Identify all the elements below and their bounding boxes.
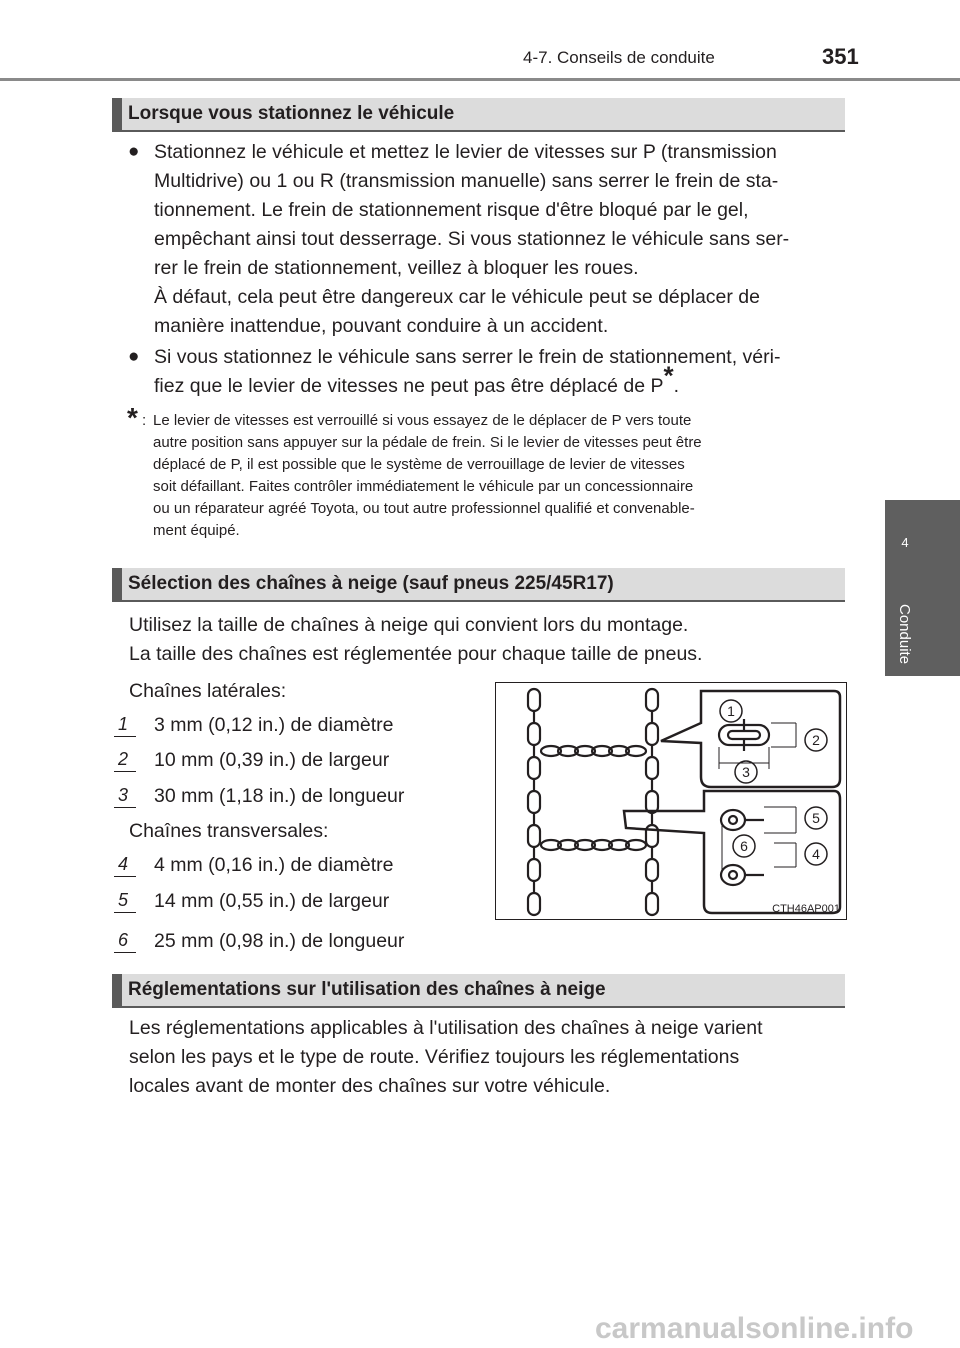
side-chain-left [528, 689, 540, 915]
side-chains-heading: Chaînes latérales: [129, 680, 287, 702]
section-heading-regulations [112, 974, 845, 1008]
item-number: 6 [118, 930, 128, 951]
regulations-paragraph [129, 1014, 839, 1101]
header-rule [0, 78, 960, 81]
snow-chains-intro [129, 611, 839, 669]
text-line-content: fiez que le levier de vitesses ne peut pas être déplacé de P [154, 375, 664, 397]
text-line: rer le frein de stationnement, veillez à bloquer les roues. [154, 257, 639, 279]
spec-item: 10 mm (0,39 in.) de largeur [154, 749, 390, 771]
sentence-end: . [673, 375, 680, 397]
callout-label: 2 [812, 732, 820, 748]
note-line: ment équipé. [153, 522, 240, 539]
note-asterisk: * [127, 402, 138, 433]
spec-item: 3 mm (0,12 in.) de diamètre [154, 714, 394, 736]
chapter-label-text: Conduite [896, 604, 913, 665]
text-line: tionnement. Le frein de stationnement risque d'être bloqué par le gel, [154, 199, 749, 221]
section-heading-parking [112, 98, 845, 132]
spec-item: 14 mm (0,55 in.) de largeur [154, 890, 390, 912]
text-line [154, 360, 838, 401]
footnote [153, 410, 839, 542]
item-number: 1 [118, 714, 128, 735]
text-line: Utilisez la taille de chaînes à neige qui convient lors du montage. [129, 614, 689, 636]
callout-label: 3 [742, 764, 750, 780]
text-line: manière inattendue, pouvant conduire à un accident. [154, 315, 609, 337]
text-line: Stationnez le véhicule et mettez le levier de vitesses sur P (transmission [154, 141, 777, 163]
spec-item: 25 mm (0,98 in.) de longueur [154, 930, 405, 952]
note-line: Le levier de vitesses est verrouillé si vous essayez de le déplacer de P vers toute [153, 412, 692, 429]
bullet-icon: ● [128, 141, 140, 162]
watermark: carmanualsonline.info [595, 1312, 914, 1345]
item-number: 3 [118, 785, 128, 806]
bullet-icon: ● [128, 346, 140, 367]
cross-chains-heading: Chaînes transversales: [129, 820, 329, 842]
callout-label: 6 [740, 838, 748, 854]
chapter-label [896, 604, 919, 674]
text-line: Les réglementations applicables à l'utilisation des chaînes à neige varient [129, 1017, 763, 1039]
page-number: 351 [822, 44, 859, 69]
callout-label: 5 [812, 810, 820, 826]
spec-item: 30 mm (1,18 in.) de longueur [154, 785, 405, 807]
item-number: 5 [118, 890, 128, 911]
note-line: déplacé de P, il est possible que le système de verrouillage de levier de vitesses [153, 456, 685, 473]
bullet-paragraph-2 [154, 343, 838, 401]
header-section-title: 4-7. Conseils de conduite [523, 48, 715, 67]
note-colon: : [142, 412, 147, 429]
spec-item: 4 mm (0,16 in.) de diamètre [154, 854, 394, 876]
bullet-paragraph-1 [154, 138, 838, 341]
cross-chain-lower [541, 840, 646, 850]
section-heading-bar [112, 98, 122, 130]
text-line: empêchant ainsi tout desserrage. Si vous stationnez le véhicule sans ser- [154, 228, 790, 250]
snow-chain-diagram [495, 682, 847, 920]
text-line: À défaut, cela peut être dangereux car le véhicule peut se déplacer de [154, 286, 760, 308]
note-line: soit défaillant. Faites contrôler immédiatement le véhicule par un concessionnaire [153, 478, 694, 495]
callout-label: 4 [812, 846, 820, 862]
side-chain-right [646, 689, 658, 915]
note-line: ou un réparateur agréé Toyota, ou tout autre professionnel qualifié et convenable- [153, 500, 695, 517]
note-line: autre position sans appuyer sur la pédale de frein. Si le levier de vitesses peut être [153, 434, 702, 451]
section-heading-text: Sélection des chaînes à neige (sauf pneus 225/45R17) [128, 573, 614, 594]
section-heading-bar [112, 568, 122, 600]
section-heading-bar [112, 974, 122, 1006]
section-heading-snow-chains [112, 568, 845, 602]
text-line: Multidrive) ou 1 ou R (transmission manuelle) sans serrer le frein de sta- [154, 170, 779, 192]
item-number: 2 [118, 749, 128, 770]
chapter-number: 4 [901, 535, 909, 550]
section-heading-text: Lorsque vous stationnez le véhicule [128, 103, 455, 124]
snow-chain-illustration [496, 683, 846, 919]
item-number: 4 [118, 854, 128, 875]
cross-chain-upper [541, 746, 646, 756]
asterisk-marker: * [663, 360, 674, 391]
figure-caption: CTH46AP001 [772, 903, 840, 915]
callout-label: 1 [727, 703, 735, 719]
text-line: La taille des chaînes est réglementée pour chaque taille de pneus. [129, 643, 703, 665]
section-heading-text: Réglementations sur l'utilisation des chaînes à neige [128, 979, 606, 1000]
text-line: Si vous stationnez le véhicule sans serrer le frein de stationnement, véri- [154, 346, 781, 368]
text-line: locales avant de monter des chaînes sur votre véhicule. [129, 1075, 611, 1097]
text-line: selon les pays et le type de route. Vérifiez toujours les réglementations [129, 1046, 740, 1068]
